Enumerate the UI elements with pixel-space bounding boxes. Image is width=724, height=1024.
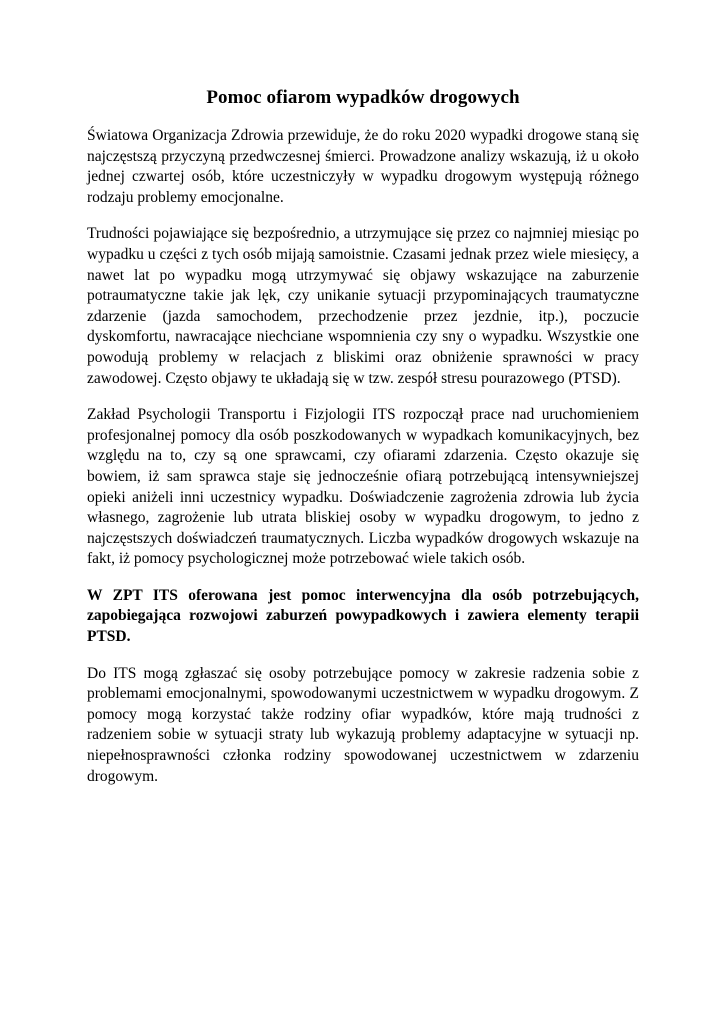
paragraph-symptoms: Trudności pojawiające się bezpośrednio, a utrzymujące się przez co najmniej miesiąc po wypadku u części z tych osób mijają samoistnie. Czasami jednak przez wiele miesięcy, a nawet lat po wypadku mogą utrzymywać się objawy wskazujące na zaburzenie potraumatyczne takie jak lęk, czy unikanie sytuacji przypominających traumatyczne zdarzenie (jazda samochodem, przechodzenie przez jezdnie, itp.), poczucie dyskomfortu, nawracające niechciane wspomnienia czy sny o wypadku. Wszystkie one powodują problemy w relacjach z bliskimi oraz obniżenie sprawności w pracy zawodowej. Często objawy te układają się w tzw. zespół stresu pourazowego (PTSD). [87,225,639,387]
paragraph-its-help: Zakład Psychologii Transportu i Fizjologii ITS rozpoczął prace nad uruchomieniem profesjonalnej pomocy dla osób poszkodowanych w wypadkach komunikacyjnych, bez względu na to, czy są one sprawcami, czy ofiarami zdarzenia. Często okazuje się bowiem, iż sam sprawca staje się jednocześnie ofiarą potrzebującą intensywniejszej opieki aniżeli inni uczestnicy wypadku. Doświadczenie zagrożenia zdrowia lub życia własnego, zagrożenie lub utrata bliskiej osoby w wypadku drogowym, to jedno z najczęstszych doświadczeń traumatycznych. Liczba wypadków drogowych wskazuje na fakt, iż pomocy psychologicznej może potrzebować wiele takich osób. [87,406,639,568]
paragraph-who-can-apply: Do ITS mogą zgłaszać się osoby potrzebujące pomocy w zakresie radzenia sobie z problemami emocjonalnymi, spowodowanymi uczestnictwem w wypadku drogowym. Z pomocy mogą korzystać także rodziny ofiar wypadków, które mają trudności z radzeniem sobie w sytuacji straty lub wykazują problemy adaptacyjne w sytuacji np. niepełnosprawności członka rodziny spowodowanej uczestnictwem w zdarzeniu drogowym. [87,664,639,785]
paragraph-who-forecast: Światowa Organizacja Zdrowia przewiduje, że do roku 2020 wypadki drogowe staną się najczęstszą przyczyną przedwczesnej śmierci. Prowadzone analizy wskazują, iż u około jednej czwartej osób, które uczestniczyły w wypadku drogowym występują różnego rodzaju problemy emocjonalne. [87,127,639,206]
paragraph-intervention-offer: W ZPT ITS oferowana jest pomoc interwencyjna dla osób potrzebujących, zapobiegająca rozwojowi zaburzeń powypadkowych i zawiera elementy terapii PTSD. [87,586,639,646]
document-body [87,86,639,803]
document-title: Pomoc ofiarom wypadków drogowych [206,87,520,108]
